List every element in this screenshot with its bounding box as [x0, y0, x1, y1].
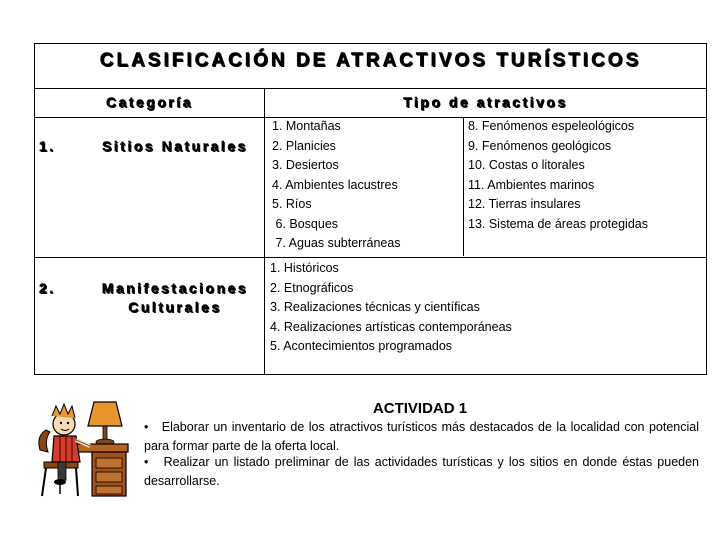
- list-item: 12. Tierras insulares: [468, 197, 581, 211]
- row-number: 1.: [39, 138, 56, 154]
- list-item: 11. Ambientes marinos: [468, 177, 595, 192]
- list-item: 6. Bosques: [272, 216, 339, 231]
- category-name-line: Culturales: [128, 299, 222, 315]
- list-item: 1. Históricos: [270, 261, 339, 275]
- list-item: 13. Sistema de áreas protegidas: [468, 216, 648, 231]
- divider: [264, 88, 265, 374]
- list-item: 1. Montañas: [272, 119, 341, 133]
- list-item: 2. Etnográficos: [270, 280, 354, 295]
- bullet-text: Realizar un listado preliminar de las actividades turísticas y los sitios en donde éstas pueden desarrollarse.: [144, 455, 700, 488]
- list-item: 7. Aguas subterráneas: [272, 236, 401, 250]
- list-item: 2. Planicies: [272, 138, 336, 153]
- attraction-list: [468, 117, 648, 234]
- activity-title: ACTIVIDAD 1: [372, 400, 468, 417]
- list-item: 4. Ambientes lacustres: [272, 177, 398, 192]
- attraction-list: [270, 259, 512, 357]
- list-item: 4. Realizaciones artísticas contemporáneas: [270, 319, 512, 334]
- attractions-table: [34, 43, 707, 375]
- list-item: 9. Fenómenos geológicos: [468, 138, 612, 153]
- activity-bullet: [144, 453, 699, 491]
- type-header: Tipo de atractivos: [403, 94, 568, 110]
- activity-bullet: [144, 418, 699, 456]
- row-number: 2.: [39, 280, 56, 296]
- divider: [35, 257, 706, 258]
- list-item: 5. Ríos: [272, 197, 312, 211]
- list-item: 3. Desiertos: [272, 158, 339, 172]
- divider: [463, 117, 464, 256]
- category-header: Categoría: [105, 94, 194, 110]
- attraction-list: [272, 117, 401, 254]
- list-item: 10. Costas o litorales: [468, 158, 585, 172]
- list-item: 3. Realizaciones técnicas y científicas: [270, 300, 480, 314]
- list-item: 8. Fenómenos espeleológicos: [468, 119, 635, 133]
- list-item: 5. Acontecimientos programados: [270, 339, 453, 353]
- bullet-mark: •: [144, 455, 149, 469]
- student-at-desk-cartoon: [34, 396, 130, 500]
- bullet-text: Elaborar un inventario de los atractivos turísticos más destacados de la localidad con potencial para formar parte de la oferta local.: [144, 420, 699, 453]
- category-name-line: Manifestaciones: [101, 280, 249, 296]
- category-name: [85, 279, 265, 317]
- category-name: Sitios Naturales: [102, 138, 248, 154]
- divider: [35, 88, 706, 89]
- bullet-mark: •: [144, 420, 149, 434]
- table-title: CLASIFICACIÓN DE ATRACTIVOS TURÍSTICOS: [99, 50, 642, 71]
